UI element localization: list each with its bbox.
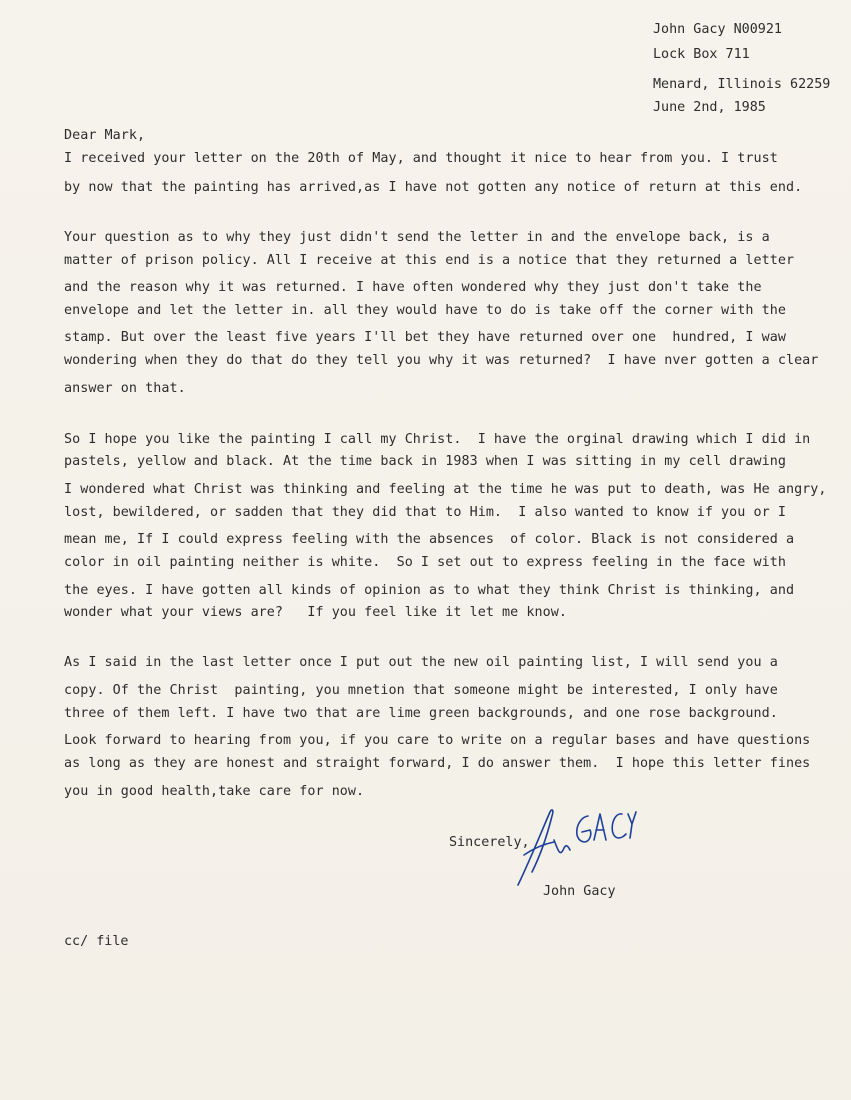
body-line: I wondered what Christ was thinking and feeling at the time he was put to death, was He angry, <box>64 482 827 497</box>
body-line: pastels, yellow and black. At the time back in 1983 when I was sitting in my cell drawing <box>64 454 786 469</box>
body-line: the eyes. I have gotten all kinds of opinion as to what they think Christ is thinking, and <box>64 583 795 598</box>
body-line: Your question as to why they just didn't send the letter in and the envelope back, is a <box>64 230 770 245</box>
body-line: As I said in the last letter once I put out the new oil painting list, I will send you a <box>64 655 778 670</box>
body-line: lost, bewildered, or sadden that they did that to Him. I also wanted to know if you or I <box>64 505 786 520</box>
sender-city: Menard, Illinois 62259 <box>653 77 831 92</box>
closing: Sincerely, <box>449 835 530 850</box>
handwritten-signature <box>510 800 640 890</box>
body-line: three of them left. I have two that are lime green backgrounds, and one rose background. <box>64 706 778 721</box>
body-line: you in good health,take care for now. <box>64 784 365 799</box>
sender-box: Lock Box 711 <box>653 47 750 62</box>
sender-name: John Gacy N00921 <box>653 22 782 37</box>
body-line: as long as they are honest and straight forward, I do answer them. I hope this letter fines <box>64 756 811 771</box>
body-line: matter of prison policy. All I receive at this end is a notice that they returned a letter <box>64 253 795 268</box>
body-line: copy. Of the Christ painting, you mnetion that someone might be interested, I only have <box>64 683 778 698</box>
body-line: color in oil painting neither is white. So I set out to express feeling in the face with <box>64 555 786 570</box>
letter-date: June 2nd, 1985 <box>653 100 766 115</box>
body-line: wondering when they do that do they tell you why it was returned? I have nver gotten a clear <box>64 353 819 368</box>
body-line: and the reason why it was returned. I have often wondered why they just don't take the <box>64 280 762 295</box>
cc-line: cc/ file <box>64 934 129 949</box>
body-line: Look forward to hearing from you, if you care to write on a regular bases and have questions <box>64 733 811 748</box>
body-line: answer on that. <box>64 381 186 396</box>
salutation: Dear Mark, <box>64 128 146 143</box>
body-line: So I hope you like the painting I call my Christ. I have the orginal drawing which I did in <box>64 432 811 447</box>
signature-typed-name: John Gacy <box>543 884 616 899</box>
body-line: envelope and let the letter in. all they would have to do is take off the corner with the <box>64 303 786 318</box>
body-line: by now that the painting has arrived,as I have not gotten any notice of return at this end. <box>64 180 803 195</box>
body-line: wonder what your views are? If you feel like it let me know. <box>64 605 567 620</box>
body-line: stamp. But over the least five years I'll bet they have returned over one hundred, I waw <box>64 330 786 345</box>
body-line: mean me, If I could express feeling with the absences of color. Black is not considered a <box>64 532 795 547</box>
body-line: I received your letter on the 20th of May, and thought it nice to hear from you. I trust <box>64 151 778 166</box>
